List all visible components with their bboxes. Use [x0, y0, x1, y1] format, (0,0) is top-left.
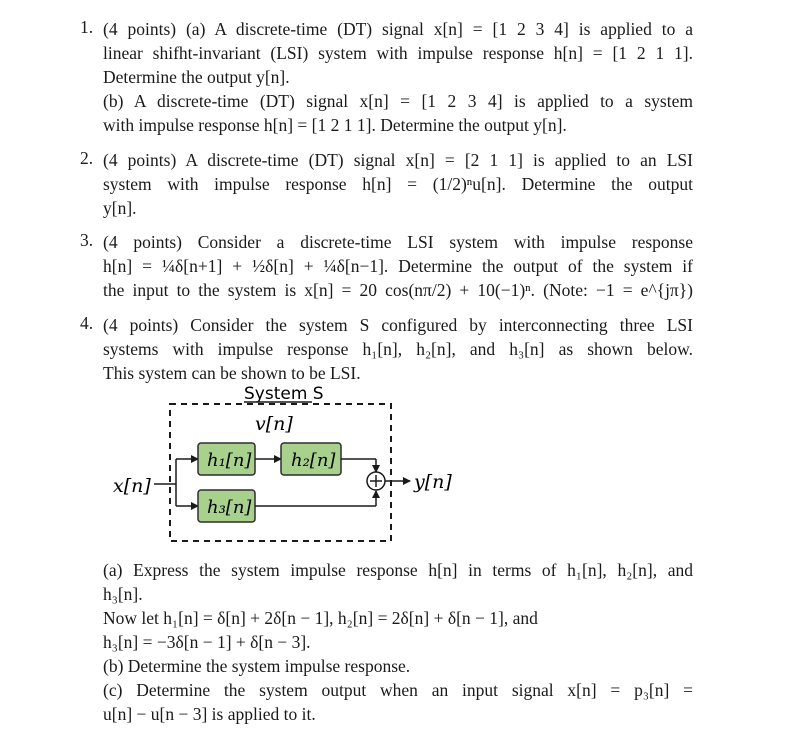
problem-line: (c) Determine the system output when an input signal x[n] = p₃[n] = [103, 680, 693, 700]
v-label: v[n] [255, 413, 293, 435]
problem-line: with impulse response h[n] = [1 2 1 1]. Determine the output y[n]. [103, 115, 567, 135]
h1-label: h₁[n] [207, 450, 252, 471]
problem-line: linear shifht-invariant (LSI) system with impulse response h[n] = [1 2 1 1]. [103, 43, 693, 63]
x-label: x[n] [113, 475, 151, 497]
problem-line: h₃[n] = −3δ[n − 1] + δ[n − 3]. [103, 632, 311, 652]
problem-number: 4. [80, 313, 94, 333]
problem-line: systems with impulse response h₁[n], h₂[n], and h₃[n] as shown below. [103, 339, 693, 359]
problem-line: (b) Determine the system impulse response. [103, 656, 411, 676]
system-label: System S [244, 384, 324, 404]
problem-line: (4 points) A discrete-time (DT) signal x[n] = [2 1 1] is applied to an LSI [103, 150, 693, 170]
problem-line: h₃[n]. [103, 584, 143, 604]
y-label: y[n] [414, 471, 452, 493]
problem-line: h[n] = ¼δ[n+1] + ½δ[n] + ¼δ[n−1]. Determine the output of the system if [103, 256, 693, 276]
problem-line: (4 points) Consider the system S configured by interconnecting three LSI [103, 315, 693, 335]
problem-number: 3. [80, 230, 94, 250]
problem-line: Now let h₁[n] = δ[n] + 2δ[n − 1], h₂[n] = 2δ[n] + δ[n − 1], and [103, 608, 538, 628]
problem-line: (a) Express the system impulse response h[n] in terms of h₁[n], h₂[n], and [103, 560, 693, 580]
h2-label: h₂[n] [291, 450, 336, 471]
problem-number: 2. [80, 148, 94, 168]
problem-line: system with impulse response h[n] = (1/2)ⁿu[n]. Determine the output [103, 174, 693, 194]
problem-line: (4 points) (a) A discrete-time (DT) signal x[n] = [1 2 3 4] is applied to a [103, 19, 693, 39]
problem-number: 1. [80, 17, 94, 37]
problem-line: y[n]. [103, 198, 137, 218]
h3-label: h₃[n] [207, 497, 252, 518]
problem-line: (b) A discrete-time (DT) signal x[n] = [1 2 3 4] is applied to a system [103, 91, 693, 111]
problem-line: (4 points) Consider a discrete-time LSI system with impulse response [103, 232, 693, 252]
problem-line: u[n] − u[n − 3] is applied to it. [103, 704, 316, 724]
problem-line: the input to the system is x[n] = 20 cos(nπ/2) + 10(−1)ⁿ. (Note: −1 = e^{jπ}) [103, 280, 693, 300]
problem-line: Determine the output y[n]. [103, 67, 290, 87]
problem-line: This system can be shown to be LSI. [103, 363, 361, 383]
